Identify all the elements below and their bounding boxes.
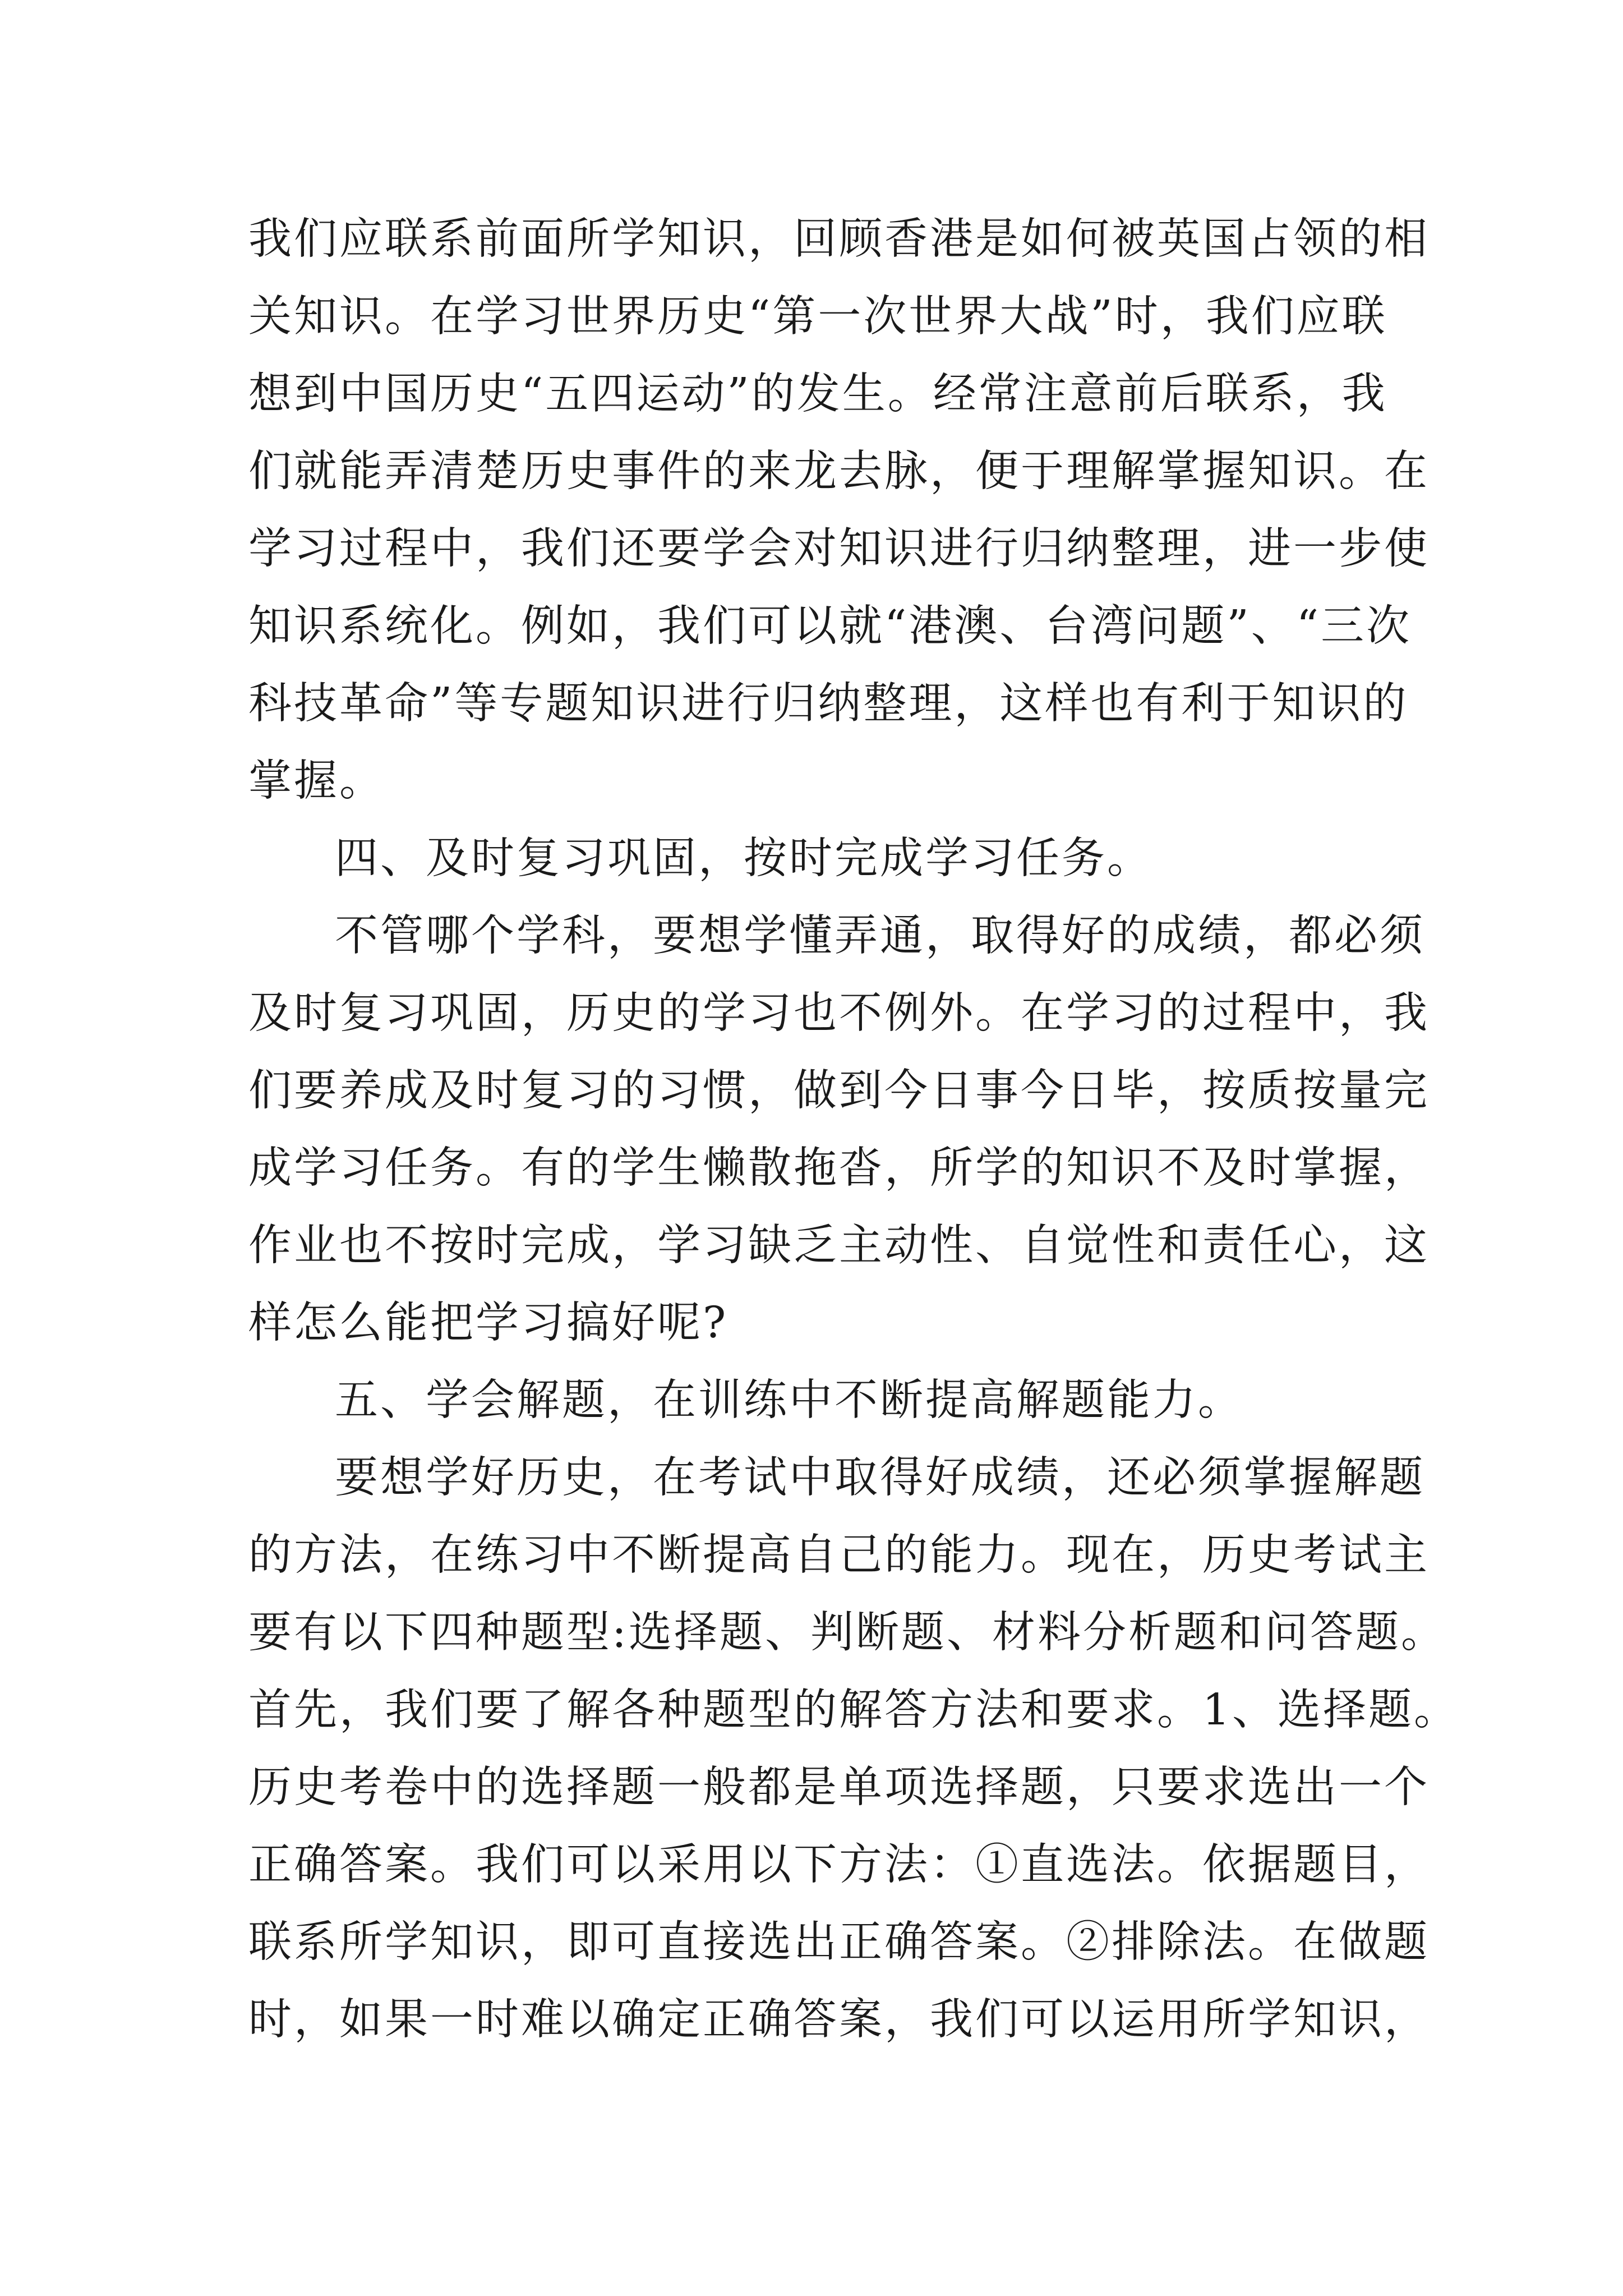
text-line: 历史考卷中的选择题一般都是单项选择题，只要求选出一个 xyxy=(248,1763,1430,1812)
text-line: 样怎么能把学习搞好呢? xyxy=(248,1298,728,1348)
text-line: 学习过程中，我们还要学会对知识进行归纳整理，进一步使 xyxy=(248,524,1430,574)
text-line: 掌握。 xyxy=(248,756,385,806)
text-line: 要有以下四种题型:选择题、判断题、材料分析题和问答题。 xyxy=(248,1608,1446,1658)
text-line: 正确答案。我们可以采用以下方法：①直选法。依据题目， xyxy=(248,1840,1430,1890)
text-line: 成学习任务。有的学生懒散拖沓，所学的知识不及时掌握， xyxy=(248,1143,1430,1193)
body-text xyxy=(248,201,1459,2059)
text-line: 的方法，在练习中不断提高自己的能力。现在，历史考试主 xyxy=(248,1530,1430,1580)
text-line: 关知识。在学习世界历史“第一次世界大战”时，我们应联 xyxy=(248,292,1387,342)
text-line: 不管哪个学科，要想学懂弄通，取得好的成绩，都必须 xyxy=(335,911,1425,961)
text-line: 及时复习巩固，历史的学习也不例外。在学习的过程中，我 xyxy=(248,988,1430,1038)
text-line: 时，如果一时难以确定正确答案，我们可以运用所学知识， xyxy=(248,1995,1430,2045)
text-line: 科技革命”等专题知识进行归纳整理，这样也有利于知识的 xyxy=(248,679,1409,729)
text-line: 四、及时复习巩固，按时完成学习任务。 xyxy=(335,834,1152,884)
text-line: 想到中国历史“五四运动”的发生。经常注意前后联系，我 xyxy=(248,369,1387,419)
text-line: 作业也不按时完成，学习缺乏主动性、自觉性和责任心，这 xyxy=(248,1221,1430,1271)
text-line: 们就能弄清楚历史事件的来龙去脉，便于理解掌握知识。在 xyxy=(248,447,1430,496)
text-line: 五、学会解题，在训练中不断提高解题能力。 xyxy=(335,1375,1243,1425)
text-line: 们要养成及时复习的习惯，做到今日事今日毕，按质按量完 xyxy=(248,1066,1430,1116)
text-line: 我们应联系前面所学知识，回顾香港是如何被英国占领的相 xyxy=(248,214,1430,264)
text-line: 首先，我们要了解各种题型的解答方法和要求。1、选择题。 xyxy=(248,1685,1459,1735)
text-line: 知识系统化。例如，我们可以就“港澳、台湾问题”、“三次 xyxy=(248,601,1412,651)
text-line: 要想学好历史，在考试中取得好成绩，还必须掌握解题 xyxy=(335,1453,1425,1503)
text-line: 联系所学知识，即可直接选出正确答案。②排除法。在做题 xyxy=(248,1917,1430,1967)
